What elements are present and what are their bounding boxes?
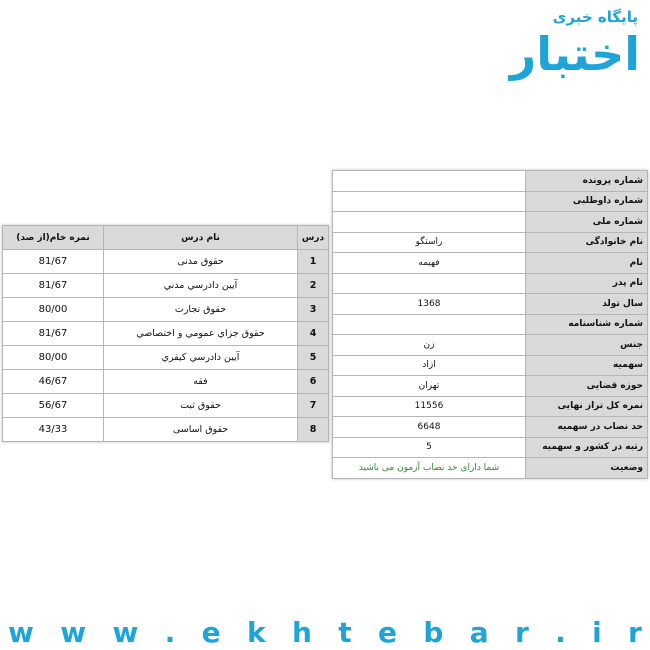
course-name: حقوق اساسی: [104, 418, 298, 442]
course-name: فقه: [104, 370, 298, 394]
info-value: راستگو: [333, 232, 526, 253]
info-value: 5: [333, 437, 526, 458]
url-char: r: [628, 615, 642, 649]
info-value: [333, 314, 526, 335]
info-row: [333, 355, 648, 376]
info-label: حوزه قضایی: [526, 376, 648, 397]
url-char: w: [112, 615, 139, 649]
info-label: جنس: [526, 335, 648, 356]
info-row: [333, 335, 648, 356]
course-name: حقوق جزاي عمومي و اختصاصي: [104, 322, 298, 346]
url-char: r: [514, 615, 529, 649]
info-row: [333, 273, 648, 294]
course-name: حقوق تجارت: [104, 298, 298, 322]
header-raw-score: نمره خام(از صد): [3, 226, 104, 250]
info-label: نام: [526, 253, 648, 274]
info-label: وضعیت: [526, 458, 648, 479]
website-url-footer: [0, 614, 650, 650]
course-number: 6: [298, 370, 329, 394]
info-value: [333, 191, 526, 212]
info-row: [333, 171, 648, 192]
course-number: 2: [298, 274, 329, 298]
info-row: [333, 417, 648, 438]
grades-header-row: [3, 226, 329, 250]
url-char: k: [246, 615, 266, 649]
course-name: حقوق مدنی: [104, 250, 298, 274]
info-label: سال تولد: [526, 294, 648, 315]
course-number: 8: [298, 418, 329, 442]
info-value: ازاد: [333, 355, 526, 376]
course-number: 5: [298, 346, 329, 370]
course-score: 80/00: [3, 346, 104, 370]
course-score: 81/67: [3, 322, 104, 346]
url-char: e: [201, 615, 221, 649]
info-label: شماره شناسنامه: [526, 314, 648, 335]
info-row: [333, 212, 648, 233]
candidate-info-table: [332, 170, 648, 479]
info-value: فهیمه: [333, 253, 526, 274]
url-char: a: [469, 615, 489, 649]
course-number: 4: [298, 322, 329, 346]
logo-subtitle: پایگاه خبری: [552, 8, 638, 26]
url-char: b: [423, 615, 444, 649]
course-number: 1: [298, 250, 329, 274]
info-value: [333, 171, 526, 192]
course-score: 56/67: [3, 394, 104, 418]
info-label: نام پدر: [526, 273, 648, 294]
grade-row: [3, 346, 329, 370]
site-logo: [509, 6, 644, 86]
course-score: 43/33: [3, 418, 104, 442]
info-row: [333, 191, 648, 212]
info-value: 11556: [333, 396, 526, 417]
url-char: .: [555, 615, 566, 649]
grade-row: [3, 370, 329, 394]
info-label: شماره ملی: [526, 212, 648, 233]
info-label: حد نصاب در سهمیه: [526, 417, 648, 438]
info-value: 1368: [333, 294, 526, 315]
info-value: [333, 212, 526, 233]
url-char: t: [338, 615, 352, 649]
info-row: [333, 232, 648, 253]
info-label: نام خانوادگی: [526, 232, 648, 253]
header-course-name: نام درس: [104, 226, 298, 250]
url-char: h: [291, 615, 312, 649]
grade-row: [3, 250, 329, 274]
info-row: [333, 396, 648, 417]
header-course-number: درس: [298, 226, 329, 250]
info-label: نمره کل تراز نهایی: [526, 396, 648, 417]
course-number: 7: [298, 394, 329, 418]
info-value: 6648: [333, 417, 526, 438]
grade-row: [3, 394, 329, 418]
url-char: .: [164, 615, 176, 649]
info-row: [333, 314, 648, 335]
url-char: w: [8, 615, 34, 649]
grades-table: [2, 225, 329, 442]
info-label: سهمیه: [526, 355, 648, 376]
course-name: آيين دادرسي مدني: [104, 274, 298, 298]
info-label: شماره پرونده: [526, 171, 648, 192]
info-value: زن: [333, 335, 526, 356]
info-label: رتبه در کشور و سهمیه: [526, 437, 648, 458]
info-row: [333, 437, 648, 458]
course-score: 46/67: [3, 370, 104, 394]
info-row: [333, 294, 648, 315]
course-number: 3: [298, 298, 329, 322]
course-score: 81/67: [3, 274, 104, 298]
course-name: حقوق ثبت: [104, 394, 298, 418]
url-char: w: [60, 615, 87, 649]
course-name: آيين دادرسي كيفري: [104, 346, 298, 370]
course-score: 80/00: [3, 298, 104, 322]
grade-row: [3, 322, 329, 346]
info-row: [333, 376, 648, 397]
url-char: e: [377, 615, 397, 649]
logo-title: اختبار: [509, 27, 640, 81]
info-value: تهران: [333, 376, 526, 397]
info-row: [333, 458, 648, 479]
url-char: i: [592, 615, 602, 649]
info-label: شماره داوطلبی: [526, 191, 648, 212]
info-row: [333, 253, 648, 274]
status-value: شما دارای حد نصاب آزمون می باشید: [333, 458, 526, 479]
info-value: [333, 273, 526, 294]
grade-row: [3, 298, 329, 322]
grade-row: [3, 418, 329, 442]
grade-row: [3, 274, 329, 298]
course-score: 81/67: [3, 250, 104, 274]
